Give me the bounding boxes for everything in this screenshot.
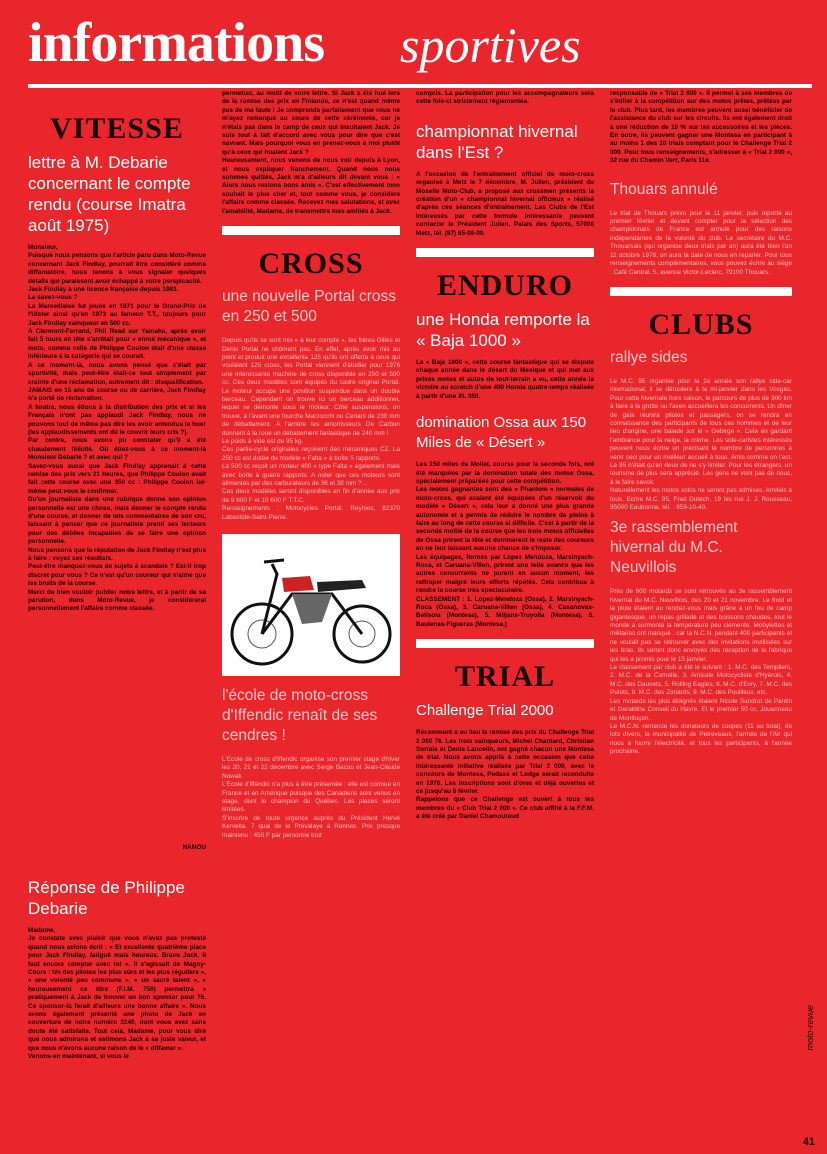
page-title: informations <box>28 12 324 74</box>
article-text: L'Ecole de cross d'Iffendic organise son premier stage d'hiver les 20, 21 et 22 décembre avec Serge Bacou et Jean-Claude Nowak. L'Ecole d'Iffendic n'a plus à être présentée : elle est connue en France et en Amérique puisque des Canadiens sont venus en stage, dont le champion du Québec. Les places seront limitées. S'inscrire de toute urgence auprès du Président Hervé Kervella, 7 quai de la Prévalaye à Rennes. Prix presque maintenu : 450 F par personne tout <box>222 756 400 839</box>
column-3 <box>416 90 594 1130</box>
article-text: Récemment a eu lieu la remise des prix du Challenge Trial 2 000 76. Les trois vainqueurs, Michel Chantard, Christian Sortais et Denis Lancelin, ont gagné chacun une Montesa de trial. Nous avons appris à cette occasion que cette intéressante initiative réalisée par Trial 2 000, avec le concours de Montesa, Pedass et Lodge serait reconduite en 1976. Les inscriptions sont d'ores et déjà ouvertes et ce jusqu'au 8 février. Rappelons que ce Challenge est ouvert à tous les membres du « Club Trial 2 000 ». Ce club affilié à la F.F.M. a été créé par Daniel Chamouteud <box>416 729 594 821</box>
page-number: 41 <box>802 1136 815 1148</box>
column-1 <box>28 100 206 1140</box>
motorcycle-photo <box>222 534 400 676</box>
magazine-name: moto-revue <box>805 1005 815 1051</box>
letter-text: Monsieur, Puisque nous pensons que l'article paru dans Moto-Revue concernant Jack Findlay, pourrait être considéré comme diffamatoire, nous tenons à vous signaler quelques détails qui paraissent avoir échappé à votre perspicacité. Jack Findlay a une licence française depuis 1963. La savez-vous ? La Marseillaise fut jouée en 1971 pour le Grand-Prix de l'Ulster ainsi qu'en 1973 au fameux T.T., toujours pour Jack Findlay vainqueur en 500 cc. A Clermont-Ferrand, Phil Read sur Yamaha, après avoir fait 5 tours en tête s'arrêtait pour « ennui mécanique », et moto, comme celle de Philippe Coulon était d'une classe inférieure à la catégorie qui se courait. A ce moment-là, nous avons pensé que c'était par sportivité, mais peut-être était-ce tout simplement par crainte d'une réclamation, autrement dit : disqualification. JAMAIS en 15 ans de course ou de carrière, Jack Findlay n'a porté de réclamation. A Imatra, nous étions à la distribution des prix et si les Français n'ont pas applaudi Jack Findlay, nous ne pouvons tout de même pas dire les avoir entendus le huer (les applaudissements ont dû le couvrir leurs cris ?). Par contre, nous avons pu constater qu'il a été chaudement félicité. Où étiez-vous à ce moment-là Monsieur Debarie ? et avec qui ? Savez-vous aussi que Jack Findlay apprenait à cette remise des prix vers 21 heures, que Philippe Coulon avait fait cette course avec une 350 cc : Philippe Coulon lui-même peut vous le confirmer. Du'un journaliste dans une rubrique donne son opinion personnelle est une chose, mais donner le compte rendu d'une course, et donner de tels commentaires de son cru, laissant à penser que ce journaliste prend ses lecteurs pour des débiles incapables de se faire une opinion personnelle. Nous pensons que la réputation de Jack Findlay n'est plus à faire : voyez ses résultats. Peut-être manquez-vous de sujets à scandale ? Est-il trop discret pour vous ? Ce n'est qu'un coureur qui n'aime que les bruits de la course. Merci de bien vouloir publier notre lettre, et à partir de sa parution, dans Moto-Revue, je considérerai personnellement l'affaire comme classée. <box>28 244 206 613</box>
section-title-clubs: CLUBS <box>648 307 754 341</box>
letter-continuation: permettez, au motif de votre lettre. Si Jack a été hué lors de la remise des prix en Finlande, ce n'est quand même pas de ma faute ! Je comprends parfaitement que vous ne m'ayez remarqué au cours de cette cérémonie, car je n'étais pas dans le camp de ceux qui insultaient Jack. Je suis tout à fait d'accord avec vous pour dire que c'est navrant. Mais pourquoi vous en prenez-vous à moi plutôt qu'à ceux qui huaient Jack ? Heureusement, nous venons de nous voir depuis à Lyon, et nous expliquer franchement. Quand nous nous sommes quittés, Jack m'a d'ailleurs dit devant vous : « Alors nous restons bons amis ». C'est effectivement mon souhait le plus cher et, tout comme vous, je considère l'affaire comme classée. Recevez mes salutations, et avec l'amabilité, Madame, de transmettre mes amitiés à Jack. <box>222 90 400 215</box>
article-headline: une nouvelle Portal cross en 250 et 500 <box>222 288 397 326</box>
article-text: A l'occasion de l'entraînement officiel de moto-cross organisé à Metz le 7 décembre, M. Julien, président du Moselle Moto-Club, a proposé aux crossmen présents la création d'un « championnat hivernal officieux » réalisé d'après ces séances d'entraînement. Les Clubs de l'Est intéressés par cette formule intéressante peuvent contacter le Président Julien, Palais des Sports, 57000 Metz, tél. (87) 65-06-09. <box>416 170 594 237</box>
section-title-enduro: ENDURO <box>436 269 573 303</box>
reply-headline: Réponse de Philippe Debarie <box>28 878 185 918</box>
divider-bar <box>416 248 594 257</box>
article-text: Les 150 miles de Mollet, course pour la seconde fois, ont été marquées par la domination totale des motos Ossa, spécialement préparées pour cette compétition. Les motos gagnantes sont des « Phantom » normales de moto-cross, qui avaient été équipées d'un réservoir du modèle « Désert », cela leur a donné une plus grande autonomie et a permis de réduire le nombre de pleins à faire au long de cette course si difficile. C'est à partir de la seconde moitié de la course que les trois motos officielles de Ossa prirent la tête et dominèrent le reste des coureurs en ne leur laissant aucune chance de s'imposer. Les équipages, formés par Lopez Mendoza, Marsinyach-Roca, et Caruana-Villen, prirent une telle avance que les autres concurrents ne purent en aucun moment, les rattraper malgré leurs efforts répétés. Cela contribua à rendre la course très spectaculaire. CLASSEMENT : 1. Lopez-Mendoza (Ossa), 2. Marsinyach-Roca (Ossa), 3. Caruana-Villen (Ossa), 4. Casanovas-Bellsola (Montesa), 5. Miljans-Truyolla (Montesa), 6. Baulenas-Figueras (Montesa.) <box>416 461 594 628</box>
article-headline: domination Ossa aux 150 Miles de « Désert » <box>416 414 587 452</box>
motorcycle-icon <box>222 534 400 676</box>
article-text: Près de 600 motards se sont retrouvés au 3e rassemblement hivernal du M.C. Neuvillois, des 20 et 21 novembre. Le froid et la pluie étaient au rendez-vous mais grâce à un feu de camp gigantesque, un repas grillade et des boissons chaudes, tout le monde a surmonté la température peu clémente. Mobylettes et militaires ont manqué : car la N.C.N. pendant 400 participants et ne voulait pas se retrouver avec des invitations inutilisées sur les bras. Ils seront donc envoyés dès réception de la fabrique qui les a promis pour le 15 janvier. Le classement par club a été le suivant : 1. M.C. des Templiers, 2. M.C. de la Camelle, 3. Amicale Motocycliste d'Hyérois, 4. M.C. des Dauvets, 5. Rolling Eagles, 6. M.C. d'Evry, 7. M.C. des Putots, 8. M.C. des Zonards, 9. M.C. des Pouilleux, etc. Les motards les plus éloignés étaient Nicole Sandrot de Pantin et Geraldine Conseil du Havre. Et le premier 50 cc, Jouanneau de Montluçon. Le M.C.N. remercie les donateurs de coupes (11 au total), de lots divers, la municipalité de Petreveaux, l'armée de l'Air qui nous a fourni l'électricité, et tous les participants, à l'année prochaine. <box>610 588 792 756</box>
divider-bar <box>222 226 400 235</box>
article-headline: l'école de moto-cross d'Iffendic renaît de ses cendres ! <box>222 687 378 745</box>
section-title-trial: TRIAL <box>454 660 556 694</box>
section-title-vitesse: VITESSE <box>50 112 184 145</box>
reply-text: Madame, Je constate avec plaisir que vous n'avez pas protesté quand nous avions écrit : « Et excellente quatrième place pour Jack Findlay, fatigué mais heureux. Bravo Jack. Il faut encore compter avec toi ». Il s'agissait de Magny-Cours : Un des pilotes les plus sûrs et les plus réguliers », « une volonté peu commune », « un sacré talent », « heureusement ce titre (F.I.M. 750) permettra « pratiquement à Jack de trouver un bon sponsor pour 76. Ce sponsor-là ferait d'ailleurs une bonne affaire ». Nous avons également présenté une photo de Jack en couverture de notre numéro 2240, dont vous avez sans doute été satisfaite. Tout cela, Madame, pour vous dire que nous admirons et estimons Jack à sa juste valeur, et que nous n'avons aucune raison de le « diffamer ». Venons-en maintenant, si vous le <box>28 927 206 1061</box>
header-rule <box>28 84 812 88</box>
article-text: Depuis qu'ils se sont mis « à leur compte », les frères Gilles et Denis Portal ne chôment pas. En effet, après avoir mis au point et produit une excellente 125 qu'ils ont offerte à ceux qui voulaient 125 cross, les Portal viennent d'étudier pour 1976 une intéressante machine de cross disponible en 250 et 500 cc. Ces deux modèles sont équipés du cadre original Portal. Le moteur occupe une position suspendue dans un double berceau. Cependant on trouve ici un berceau additionnel, lequel se démonte sous le moteur. Côté suspensions, on trouve, à l'avant une fourche Marzocchi ou Ceriani de 230 mm de débattement. A l'arrière les amortisseurs De Carbon donnent à la roue un débattement fantastique de 240 mm ! Le poids à vide est de 95 kg. Ces partie-cycle originales reçoivent des mécaniques CZ. La 250 cc est dotée du modèle « Falta » à boîte 5 rapports. La 500 cc reçoit un moteur 400 « type Falta » également mais avec boîte à quatre rapports. A noter que ces moteurs sont alimentés par des carburateurs de 36 et 38 mm ?... Ces deux modèles seront disponibles en fin d'année aux prix de 9 600 F et 10 600 F T.T.C. Renseignements : Motocycles Portal, Reynies, 82370 Labastide-Saint-Pierre. <box>222 337 400 521</box>
masthead <box>28 8 818 78</box>
article-text: La « Baja 1000 », cette course fantastique qui se dispute chaque année dans le désert du Mexique et qui met aux prises motos et autos de tout-terrain a vu, cette année la victoire au scratch d'une 400 Honda quatre-temps réalisée à partir d'une XL 350. <box>416 359 594 400</box>
page-subtitle: sportives <box>400 17 581 73</box>
article-headline: championnat hivernal dans l'Est ? <box>416 121 578 162</box>
section-title-cross: CROSS <box>258 247 364 281</box>
article-headline: 3e rassemblement hivernal du M.C. Neuvillois <box>610 519 738 577</box>
divider-bar <box>416 639 594 648</box>
article-headline: rallye sides <box>610 348 688 366</box>
article-continuation: compris. La participation pour les accompagnateurs sera cette fois-ci strictement réglementée. <box>416 90 594 106</box>
article-headline: une Honda remporte la « Baja 1000 » <box>416 310 590 351</box>
article-text: Le M.C. 95 organise pour la 2e année son rallye side-car international, il se déroulera à la mi-janvier dans les Vosges. Pour cette hivernale hors saison, le parcours de plus de 300 km à faire à la grotte ou l'aven accueillera les concurrents. Un dîner de gala réunira pilotes et passagers, on se rendra en connaissance des participants de tous ces hommes et de leur lieu d'origine, une balade sur le « Gebirge ». Cela en gardant l'ambiance pour la neige, la crème. Les side-caristes intéressés peuvent nous écrire en précisant le nombre de personnes à venir ceci pour un meilleur accueil à tous. Amis comme on l'est. Le 95 n'était qu'en deux de ne s'y limiter. Pour les étrangers, un tourisme de plus sera apprécié. Les gens ne vont pas de nous, à le faire savoir. Naturellement les motos solos ne seront pas admises. Amitiés à tous. Ecrire M.C. 95, Fred Dutech, 19 bis rue J. J. Rousseau, 95000 Eaubonne, tél. : 959-10-40. <box>610 377 792 511</box>
article-continuation: responsable de « Trial 2 000 ». Il permet à ses membres de s'initier à la compétition sur des motos prêtes, prêtées par le club. Plus tard, les membres peuvent aussi bénéficier de l'assistance du club sur les circuits. Ils ont également droit à une réduction de 10 % sur les accessoires et les pièces. En outre, ils peuvent gagner une Montesa en participant à au moins 1 des 10 trials comptant pour le Challenge Trial 2 000. Pour tous renseignements, s'adresser à « Trial 2 000 », 32 rue du Chemin Vert, Paris 11e. <box>610 90 792 165</box>
letter-signature: NANOU <box>182 844 206 851</box>
column-4 <box>610 90 792 1130</box>
article-headline: Thouars annulé <box>610 180 718 198</box>
article-headline: Challenge Trial 2000 <box>416 702 554 720</box>
column-2 <box>222 90 400 1130</box>
article-headline: lettre à M. Debarie concernant le compte rendu (course Imatra août 1975) <box>28 153 191 235</box>
divider-bar <box>610 287 792 296</box>
article-text: Le trial de Thouars prévu pour le 11 janvier, puis reporté au premier février et devant compter pour la sélection des championnats de France est annulé pour des raisons indépendantes de la volonté du club. Le secrétaire du M.C. Thouarsais (qui organise deux trials par an) aura été bien l'an 11 octobre 1976, on aura la date de nous en reparler. Pour tous renseignements complémentaires, vous pouvez écrire au siège : Café Central, 5, avenue Victor-Leclerc, 79100 Thouars. <box>610 209 792 276</box>
